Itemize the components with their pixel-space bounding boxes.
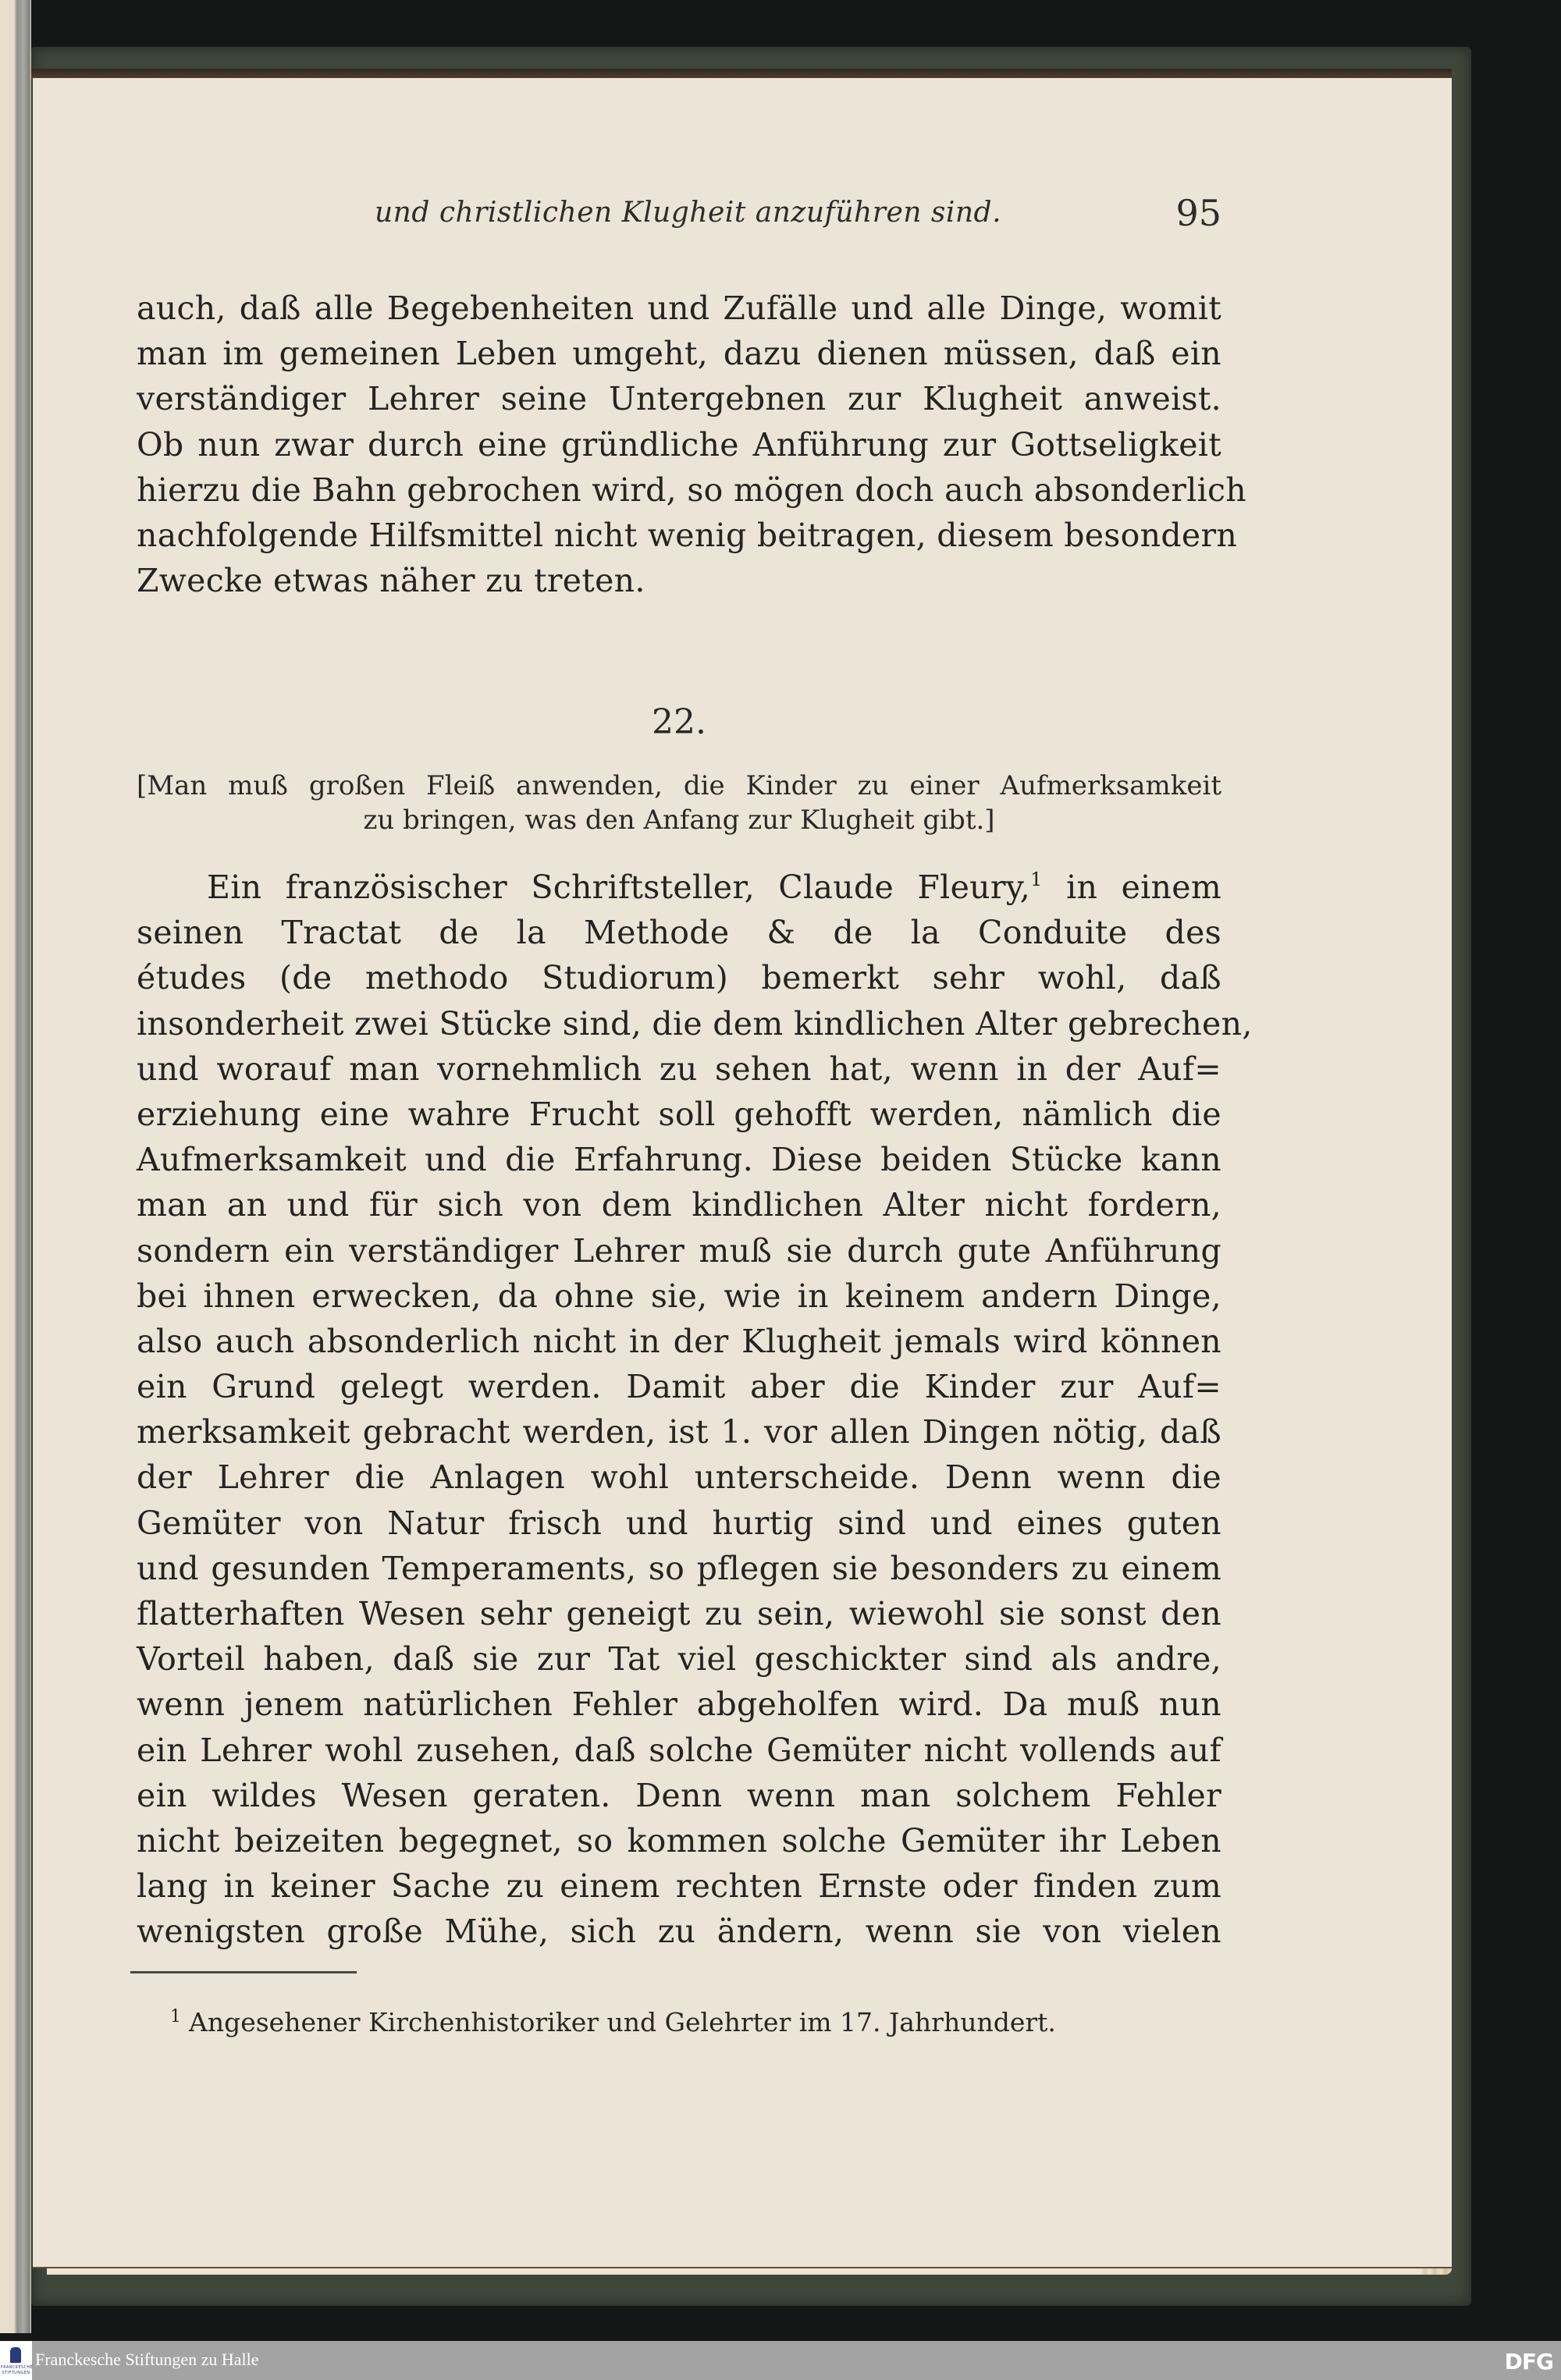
text-line: auch, daß alle Begebenheiten und Zufälle und alle Dinge, womit bbox=[137, 290, 1221, 327]
text-line: wenn jenem natürlichen Fehler abgeholfen wird. Da muß nun bbox=[137, 1686, 1221, 1724]
text-line: der Lehrer die Anlagen wohl unterscheide. Denn wenn die bbox=[137, 1458, 1221, 1497]
footnote-reference[interactable]: 1 bbox=[1030, 869, 1043, 890]
institution-name[interactable]: Franckesche Stiftungen zu Halle bbox=[35, 2350, 259, 2369]
text-line: nachfolgende Hilfsmittel nicht wenig beitragen, diesem besondern bbox=[137, 516, 1238, 554]
text-line: also auch absonderlich nicht in der Klugheit jemals wird können bbox=[137, 1322, 1221, 1360]
text-line: ein wildes Wesen geraten. Denn wenn man solchem Fehler bbox=[137, 1776, 1221, 1814]
dfg-logo[interactable]: DFG bbox=[1504, 2349, 1553, 2375]
text-line: und gesunden Temperaments, so pflegen sie besonders zu einem bbox=[137, 1549, 1221, 1587]
footnote-text: Angesehener Kirchenhistoriker und Gelehrter im 17. Jahrhundert. bbox=[189, 2007, 1056, 2037]
text-line: Vorteil haben, daß sie zur Tat viel geschickter sind als andre, bbox=[137, 1640, 1221, 1678]
text-line: sondern ein verständiger Lehrer muß sie durch gute Anführung bbox=[137, 1231, 1221, 1270]
text-line: verständiger Lehrer seine Untergebnen zur Klugheit anweist. bbox=[137, 380, 1221, 418]
text-line: erziehung eine wahre Frucht soll gehofft werden, nämlich die bbox=[137, 1095, 1221, 1133]
text-line: Aufmerksamkeit und die Erfahrung. Diese beiden Stücke kann bbox=[137, 1141, 1221, 1179]
text-line: insonderheit zwei Stücke sind, die dem kindlichen Alter gebrechen, bbox=[137, 1004, 1253, 1043]
logo-caption: FRANCKESCHE STIFTUNGEN bbox=[1, 2365, 34, 2375]
footnote-separator bbox=[130, 1971, 357, 1973]
text-line: und worauf man vornehmlich zu sehen hat, wenn in der Auf= bbox=[137, 1050, 1221, 1088]
previous-page-edge bbox=[0, 0, 31, 2333]
text-line: hierzu die Bahn gebrochen wird, so mögen doch auch absonderlich bbox=[137, 471, 1246, 509]
text-line: bei ihnen erwecken, da ohne sie, wie in keinem andern Dinge, bbox=[137, 1277, 1221, 1315]
institution-logo[interactable] bbox=[0, 2341, 32, 2380]
page-number: 95 bbox=[1175, 192, 1221, 234]
first-line-start: Ein französischer Schriftsteller, Claude Fleury, bbox=[207, 869, 1031, 906]
section-summary bbox=[137, 769, 1221, 837]
running-head-title: und christlichen Klugheit anzuführen sind. bbox=[375, 197, 1002, 229]
text-line: seinen Tractat de la Methode & de la Conduite des bbox=[137, 914, 1221, 952]
summary-line: [Man muß großen Fleiß anwenden, die Kinder zu einer Aufmerksamkeit bbox=[137, 770, 1221, 801]
running-head bbox=[375, 192, 1221, 243]
text-line: lang in keiner Sache zu einem rechten Ernste oder finden zum bbox=[137, 1867, 1221, 1906]
text-line: ein Grund gelegt werden. Damit aber die Kinder zur Auf= bbox=[137, 1368, 1221, 1406]
intro-paragraph bbox=[137, 286, 1246, 603]
text-line: études (de methodo Studiorum) bemerkt sehr wohl, daß bbox=[137, 959, 1221, 997]
text-line: wenigsten große Mühe, sich zu ändern, wenn sie von vielen bbox=[137, 1913, 1221, 1951]
text-line: merksamkeit gebracht werden, ist 1. vor allen Dingen nötig, daß bbox=[137, 1413, 1221, 1451]
text-line: nicht beizeiten begegnet, so kommen solche Gemüter ihr Leben bbox=[137, 1821, 1221, 1860]
text-line: Ob nun zwar durch eine gründliche Anführung zur Gottseligkeit bbox=[137, 425, 1221, 464]
text-line: ein Lehrer wohl zusehen, daß solche Gemüter nicht vollends auf bbox=[137, 1731, 1221, 1769]
text-line: man im gemeinen Leben umgeht, dazu dienen müssen, daß ein bbox=[137, 335, 1221, 373]
text-line: flatterhaften Wesen sehr geneigt zu sein, wiewohl sie sonst den bbox=[137, 1595, 1221, 1632]
text-line-first bbox=[137, 865, 1221, 910]
first-line-end: in einem bbox=[1066, 869, 1221, 906]
text-line: man an und für sich von dem kindlichen Alter nicht fordern, bbox=[137, 1186, 1221, 1224]
summary-line: zu bringen, was den Anfang zur Klugheit gibt.] bbox=[363, 805, 995, 836]
footnote bbox=[170, 2007, 1232, 2037]
section-number: 22. bbox=[652, 702, 706, 742]
statue-icon bbox=[10, 2347, 21, 2363]
text-line: Gemüter von Natur frisch und hurtig sind und eines guten bbox=[137, 1504, 1221, 1542]
viewer-footer-bar bbox=[0, 2341, 1561, 2380]
text-line: Zwecke etwas näher zu treten. bbox=[137, 562, 645, 600]
body-paragraph bbox=[137, 865, 1253, 1955]
footnote-marker: 1 bbox=[170, 2007, 181, 2027]
